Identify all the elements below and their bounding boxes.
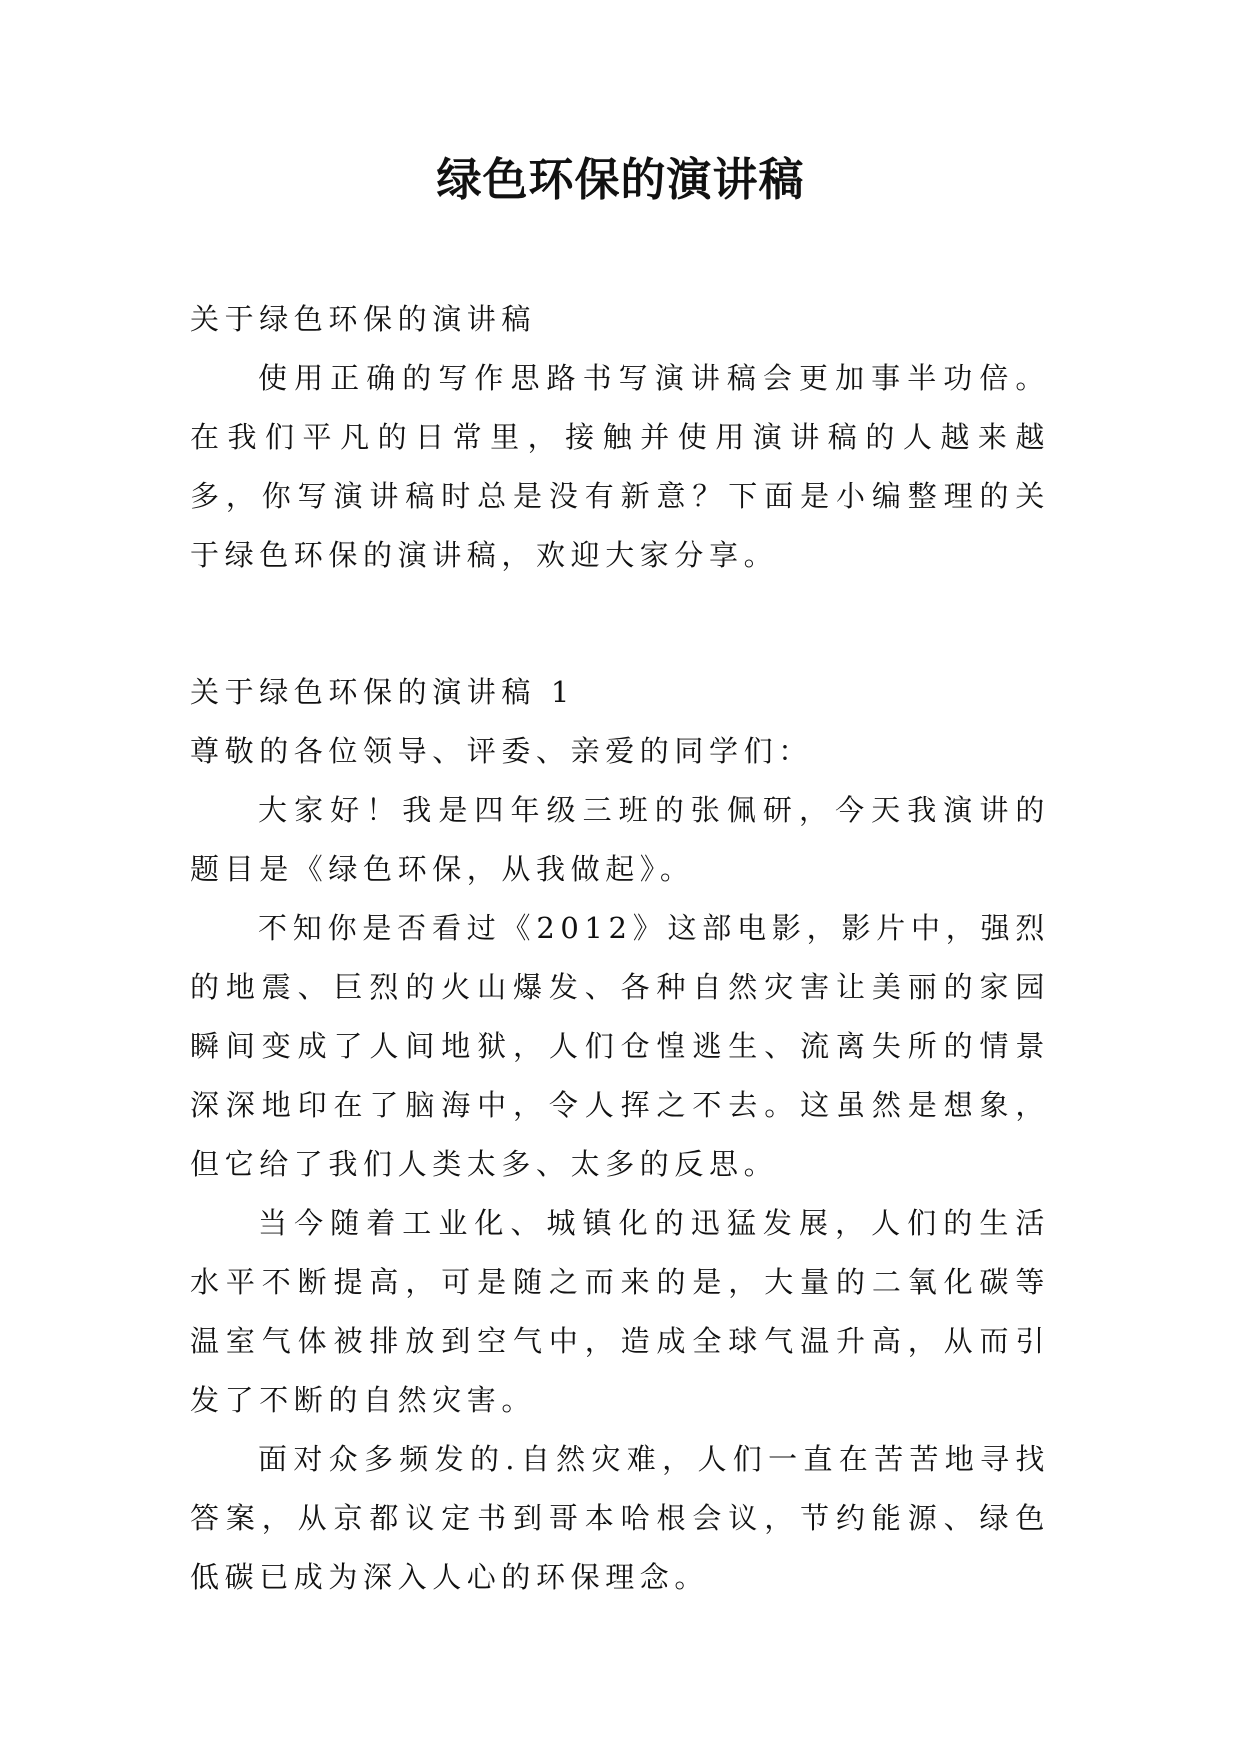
document-body: [190, 290, 1050, 1607]
body-paragraph: 面对众多频发的.自然灾难，人们一直在苦苦地寻找答案，从京都议定书到哥本哈根会议，节约能源、绿色低碳已成为深入人心的环保理念。: [190, 1442, 1050, 1594]
document-title: 绿色环保的演讲稿: [436, 153, 805, 206]
subtitle-heading: 关于绿色环保的演讲稿: [190, 302, 537, 336]
body-paragraph: 当今随着工业化、城镇化的迅猛发展，人们的生活水平不断提高，可是随之而来的是，大量的二氧化碳等温室气体被排放到空气中，造成全球气温升高，从而引发了不断的自然灾害。: [190, 1206, 1050, 1417]
greeting-line: 尊敬的各位领导、评委、亲爱的同学们：: [190, 734, 813, 768]
intro-paragraph: 使用正确的写作思路书写演讲稿会更加事半功倍。在我们平凡的日常里，接触并使用演讲稿的人越来越多，你写演讲稿时总是没有新意？下面是小编整理的关于绿色环保的演讲稿，欢迎大家分享。: [190, 361, 1050, 572]
body-paragraph: 不知你是否看过《2012》这部电影，影片中，强烈的地震、巨烈的火山爆发、各种自然灾害让美丽的家园瞬间变成了人间地狱，人们仓惶逃生、流离失所的情景深深地印在了脑海中，令人挥之不去。这虽然是想象，但它给了我们人类太多、太多的反思。: [190, 911, 1050, 1181]
section-spacer: [190, 585, 1050, 663]
section-heading: 关于绿色环保的演讲稿 1: [190, 675, 575, 709]
body-paragraph: 大家好！我是四年级三班的张佩研，今天我演讲的题目是《绿色环保，从我做起》。: [190, 793, 1050, 886]
